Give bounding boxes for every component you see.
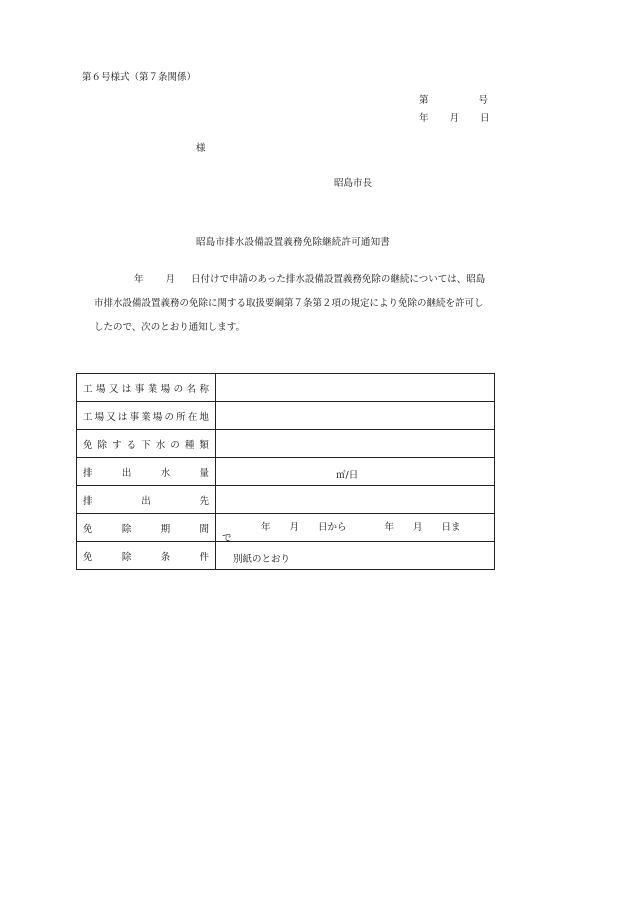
label-char: 地 [199,411,209,423]
label-char: 件 [199,551,209,563]
row-value-cell[interactable] [216,374,495,402]
details-table [76,373,495,570]
sender: 昭島市長 [334,178,373,189]
row-value: ㎥/日 [336,470,359,481]
label-char: 所 [176,411,186,423]
label-char: 又 [106,411,116,423]
label-char: 場 [152,411,163,423]
row-label [77,402,216,430]
document-number-line [419,92,488,106]
document-date-line [419,110,490,124]
label-char: の [164,411,174,423]
table-row [77,430,495,458]
label-char: 場 [94,411,105,423]
label-char: 工 [83,411,93,423]
document-title: 昭島市排水設備設置義務免除継続許可通知書 [196,237,391,248]
row-label [77,430,216,458]
label-char: 業 [147,383,158,395]
label-char: 工 [83,383,93,395]
table-row [77,402,495,430]
label-char: 免 [83,439,93,451]
row-label [77,486,216,514]
label-char: 下 [141,439,151,451]
row-value-cell[interactable] [216,458,495,486]
row-value: 別紙のとおり [233,554,291,565]
row-value-cell[interactable] [216,514,495,542]
label-char: 出 [141,495,151,507]
doc-number-suffix: 号 [478,95,489,106]
label-char: 免 [83,551,93,563]
row-value-cell[interactable] [216,430,495,458]
label-char: 種 [184,439,195,451]
label-char: 除 [97,439,108,451]
addressee: 様 [196,143,206,154]
label-char: 除 [121,551,132,563]
label-char: 場 [95,383,106,395]
label-char: は [121,383,132,395]
row-label-text [83,381,209,395]
label-char: す [112,439,122,451]
row-label-text [83,493,209,507]
label-char: 条 [160,551,171,563]
doc-number-prefix: 第 [419,95,429,106]
body-text [94,268,512,340]
label-char: 在 [187,411,198,423]
body-date-month: 月 [165,274,176,285]
doc-date-month: 月 [449,113,460,124]
label-char: 間 [199,523,209,535]
row-label [77,458,216,486]
form-number: 第６号様式（第７条関係） [82,72,197,83]
label-char: 量 [199,467,209,479]
table-row [77,374,495,402]
period-line-1: 年 月 日から 年 月 日ま [261,522,461,533]
body-line-2: 市排水設備設置義務の免除に関する取扱要綱第７条第２項の規定により免除の継続を許可し [94,298,484,309]
label-char: 類 [199,439,209,451]
row-label-text [83,521,209,535]
label-char: 免 [83,523,93,535]
row-value-cell[interactable] [216,542,495,570]
row-label-text [83,409,209,423]
label-char: は [117,411,128,423]
table-row [77,514,495,542]
row-label [77,514,216,542]
label-char: 名 [186,383,197,395]
row-label-text [83,549,209,563]
label-char: 称 [199,383,209,395]
label-char: 業 [141,411,151,423]
body-line-1 [94,268,512,292]
row-label-text [83,437,209,451]
body-date-year: 年 [134,274,144,285]
label-char: 場 [160,383,171,395]
label-char: 又 [108,383,119,395]
period-line-2: で [222,533,232,544]
row-value-cell[interactable] [216,486,495,514]
label-char: 除 [121,523,132,535]
label-char: 先 [199,495,209,507]
label-char: 排 [83,467,93,479]
row-label [77,374,216,402]
body-line-1-rest: 日付けで申請のあった排水設備設置義務免除の継続については、昭島 [191,274,486,285]
doc-date-year: 年 [419,113,429,124]
row-label-text [83,465,209,479]
period-value [216,514,494,544]
label-char: 出 [121,467,132,479]
table-row [77,486,495,514]
label-char: る [126,439,137,451]
row-value-cell[interactable] [216,402,495,430]
table-row [77,458,495,486]
label-char: の [170,439,180,451]
table-row [77,542,495,570]
body-line-3: したので、次のとおり通知します。 [94,322,246,333]
label-char: 水 [160,467,171,479]
label-char: 水 [155,439,166,451]
doc-date-day: 日 [480,113,490,124]
label-char: の [173,383,184,395]
label-char: 排 [83,495,93,507]
row-label [77,542,216,570]
label-char: 事 [129,411,140,423]
label-char: 期 [160,523,171,535]
label-char: 事 [134,383,145,395]
